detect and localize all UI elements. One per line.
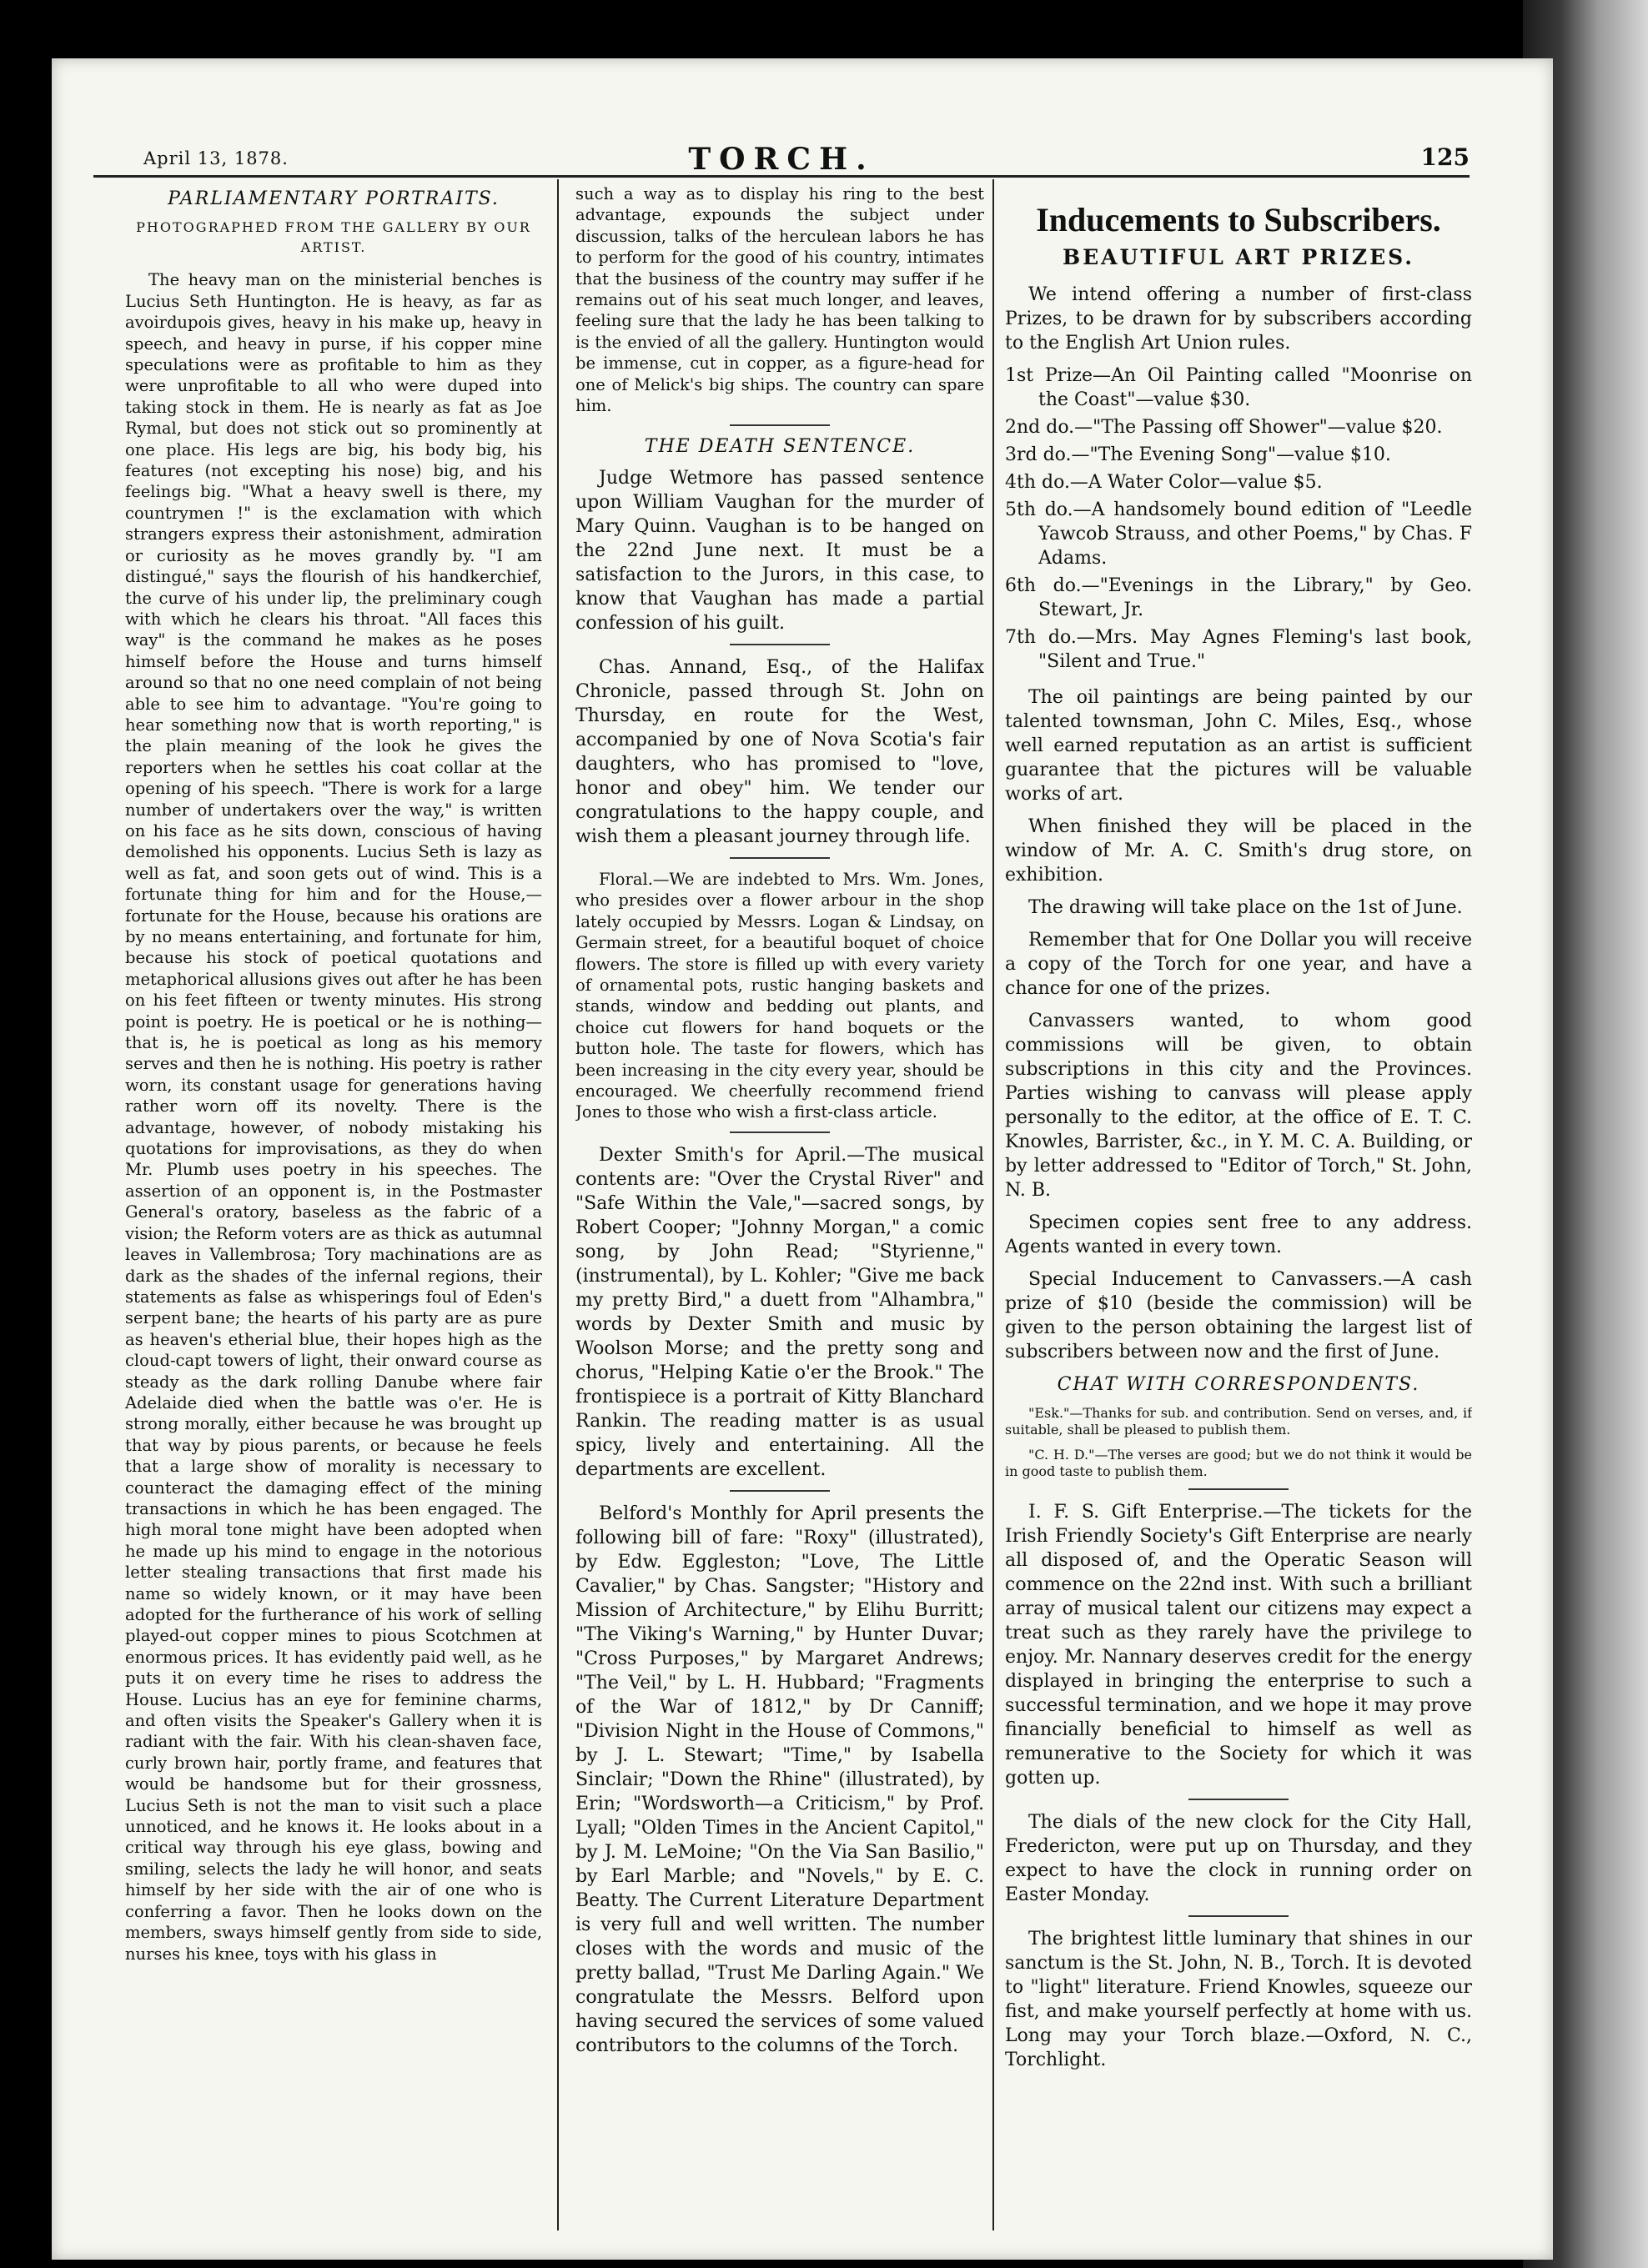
article-title: THE DEATH SENTENCE. (644, 436, 916, 458)
page-header (93, 125, 1470, 178)
column-1 (125, 183, 542, 2235)
article-body: Belford's Monthly for April presents the following bill of fare: "Roxy" (illustrated), by Edw. Eggleston; "Love, The Little Cavalier," by Chas. Sangster; "History and Mission of Architecture," by Elihu Burritt; "The Viking's Warning," by Hunter Duvar; "Cross Purposes," by Margaret Andrews; "The Veil," by L. H. Hubbard; "Fragments of the War of 1812," by Dr Canniff; "Division Night in the House of Commons," by J. L. Stewart; "Time," by Isabella Sinclair; "Down the Rhine" (illustrated), by Erin; "Wordsworth—a Criticism," by Prof. Lyall; "Olden Times in the Ancient Capitol," by J. M. LeMoine; "On the Via San Basilio," by Earl Marble; and "Novels," by E. C. Beatty. The Current Literature Department is very full and well written. The number closes with the words and music of the pretty ballad, "Trust Me Darling Again." We congratulate the Messrs. Belford upon having secured the services of some valued contributors to the columns of the Torch. (575, 1503, 984, 2056)
separator (730, 424, 830, 426)
separator (730, 857, 830, 859)
prize-item: 7th do.—Mrs. May Agnes Fleming's last book, "Silent and True." (1005, 627, 1472, 672)
separator (730, 1131, 830, 1133)
advert-body: When finished they will be placed in the window of Mr. A. C. Smith's drug store, on exhibition. (1005, 816, 1472, 886)
advert-body: The drawing will take place on the 1st of June. (1028, 897, 1463, 918)
prize-item: 6th do.—"Evenings in the Library," by Geo. Stewart, Jr. (1005, 575, 1472, 620)
advert-intro: We intend offering a number of first-class Prizes, to be drawn for by subscribers according to the English Art Union rules. (1005, 284, 1472, 354)
column-rule (992, 179, 994, 2230)
article-body: Chas. Annand, Esq., of the Halifax Chronicle, passed through St. John on Thursday, en route for the West, accompanied by one of Nova Scotia's fair daughters, who has promised to "love, honor and obey" him. We tender our congratulations to the happy couple, and wish them a pleasant journey through life. (575, 656, 984, 847)
advert-body: Canvassers wanted, to whom good commissions will be given, to obtain subscriptions in this city and the Provinces. Parties wishing to canvass will please apply personally to the editor, at the office of E. T. C. Knowles, Barrister, &c., in Y. M. C. A. Building, or by letter addressed to "Editor of Torch," St. John, N. B. (1005, 1011, 1472, 1201)
article-body: The brightest little luminary that shines in our sanctum is the St. John, N. B., Torch. It is devoted to "light" literature. Friend Knowles, squeeze our fist, and make yourself perfectly at home with us. Long may your Torch blaze.—Oxford, N. C., Torchlight. (1005, 1929, 1472, 2070)
column-2 (575, 183, 984, 2235)
advert-body: Remember that for One Dollar you will receive a copy of the Torch for one year, and have a chance for one of the prizes. (1005, 930, 1472, 999)
masthead-title: TORCH. (688, 142, 875, 177)
article-body: I. F. S. Gift Enterprise.—The tickets for the Irish Friendly Society's Gift Enterprise are nearly all disposed of, and the Operatic Season will commence on the 22nd inst. With such a brilliant array of musical talent our citizens may expect a treat such as they rarely have the privilege to enjoy. Mr. Nannary deserves credit for the energy displayed in bringing the enterprise to such a successful termination, and we hope it may prove financially beneficial to himself as well as remunerative to the Society for which it was gotten up. (1005, 1502, 1472, 1789)
article-body: such a way as to display his ring to the best advantage, expounds the subject under discussion, talks of the herculean labors he has to perform for the good of his country, intimates that the business of the country may suffer if he remains out of his seat much longer, and leaves, feeling sure that the lady he has been talking to is the envied of all the gallery. Huntington would be immense, cut in copper, as a figure-head for one of Melick's big ships. The country can spare him. (575, 184, 984, 416)
prize-item: 4th do.—A Water Color—value $5. (1005, 472, 1323, 493)
separator (1188, 1915, 1289, 1917)
separator (730, 644, 830, 645)
advert-subtitle: BEAUTIFUL ART PRIZES. (1063, 245, 1414, 269)
article-body: Judge Wetmore has passed sentence upon William Vaughan for the murder of Mary Quinn. Vaughan is to be hanged on the 22nd June next. It must be a satisfaction to the Jurors, in this case, to know that Vaughan has made a partial confession of his guilt. (575, 467, 984, 634)
separator (1188, 1799, 1289, 1800)
advert-body: Specimen copies sent free to any address. Agents wanted in every town. (1005, 1212, 1472, 1257)
correspondent-note: "C. H. D."—The verses are good; but we do not think it would be in good taste to publish them. (1005, 1447, 1472, 1479)
prize-item: 5th do.—A handsomely bound edition of "Leedle Yawcob Strauss, and other Poems," by Chas. F Adams. (1005, 499, 1472, 569)
separator (730, 1490, 830, 1492)
prize-item: 3rd do.—"The Evening Song"—value $10. (1005, 444, 1391, 465)
correspondent-note: "Esk."—Thanks for sub. and contribution. Send on verses, and, if suitable, shall be pleased to publish them. (1005, 1405, 1472, 1438)
issue-date: April 13, 1878. (143, 148, 289, 168)
advert-body: Special Inducement to Canvassers.—A cash prize of $10 (beside the commission) will be given to the person obtaining the largest list of subscribers between now and the first of June. (1005, 1269, 1472, 1362)
article-body: Dexter Smith's for April.—The musical contents are: "Over the Crystal River" and "Safe Within the Vale,"—sacred songs, by Robert Cooper; "Johnny Morgan," a comic song, by John Read; "Styrienne," (instrumental), by L. Kohler; "Give me back my pretty Bird," a duett from "Alhambra," words by Dexter Smith and music by Woolson Morse; and the pretty song and chorus, "Helping Katie o'er the Brook." The frontispiece is a portrait of Kitty Blanchard Rankin. The reading matter is as usual spicy, lively and entertaining. All the departments are excellent. (575, 1144, 984, 1480)
page-number: 125 (1420, 143, 1470, 171)
article-body: The dials of the new clock for the City Hall, Fredericton, were put up on Thursday, and they expect to have the clock in running order on Easter Monday. (1005, 1812, 1472, 1905)
article-body: Floral.—We are indebted to Mrs. Wm. Jones, who presides over a flower arbour in the shop lately occupied by Messrs. Logan & Lindsay, on Germain street, for a beautiful boquet of choice flowers. The store is filled up with every variety of ornamental pots, rustic hanging baskets and stands, window and bedding out plants, and choice cut flowers for hand boquets or the button hole. The taste for flowers, which has been increasing in the city every year, should be encouraged. We cheerfully recommend friend Jones to those who wish a first-class article. (575, 869, 984, 1122)
prize-item: 2nd do.—"The Passing off Shower"—value $20. (1005, 417, 1443, 438)
column-rule (557, 179, 559, 2230)
advert-title: Inducements to Subscribers. (1036, 201, 1441, 238)
prize-item: 1st Prize—An Oil Painting called "Moonrise on the Coast"—value $30. (1005, 365, 1472, 410)
column-3 (1005, 183, 1472, 2235)
advert-body: The oil paintings are being painted by our talented townsman, John C. Miles, Esq., whose well earned reputation as an artist is sufficient guarantee that the pictures will be valuable works of art. (1005, 687, 1472, 805)
section-title: CHAT WITH CORRESPONDENTS. (1057, 1374, 1420, 1395)
article-title: PARLIAMENTARY PORTRAITS. (168, 188, 500, 209)
separator (1188, 1488, 1289, 1490)
article-body: The heavy man on the ministerial benches is Lucius Seth Huntington. He is heavy, as far as avoirdupois gives, heavy in his make up, heavy in speech, and heavy in purse, if his copper mine speculations were as profitable to him as they were unprofitable to all who were duped into taking stock in them. He is nearly as fat as Joe Rymal, but does not stick out so prominently at one place. His legs are big, his body big, his features (not excepting his nose) big, and his feelings big. "What a heavy swell is there, my countrymen !" is the exclamation with which strangers express their astonishment, admiration or curiosity as he moves grandly by. "I am distingué," says the flourish of his handkerchief, the curve of his under lip, the preliminary cough with which he clears his throat. "All faces this way" is the command he makes as he poses himself before the House and turns himself around so that no one need complain of not being able to see him to advantage. "You're going to hear something now that is worth reporting," is the plain meaning of the look he gives the reporters when he settles his coat collar at the opening of his speech. "There is work for a large number of undertakers over the way," is written on his face as he sits down, conscious of having demolished his opponents. Lucius Seth is lazy as well as fat, and soon gets out of wind. This is a fortunate thing for him and for the House,— fortunate for the House, because his orations are by no means entertaining, and fortunate for him, because his stock of poetical quotations and metaphorical allusions gives out after he has been on his feet fifteen or twenty minutes. His strong point is poetry. He is poetical or he is nothing—that is, he is poetical as long as his memory serves and then he is nothing. His poetry is rather worn, its constant usage for generations having rather worn off its novelty. There is the advantage, however, of nobody mistaking his quotations for improvisations, as they do when Mr. Plumb uses poetry in his speeches. The assertion of an opponent is, in the Postmaster General's oratory, baseless as the fabric of a vision; the Reform voters are as thick as autumnal leaves in Vallembrosa; Tory machinations are as dark as the shades of the infernal regions, their statements as false as whisperings foul of Eden's serpent bane; the hearts of his party are as pure as heaven's etherial blue, their hopes high as the cloud-capt towers of light, their onward course as steady as the dark rolling Danube where fair Adelaide died when the battle was o'er. He is strong morally, either because he was brought up that way by pious parents, or because he feels that a large show of morality is necessary to counteract the damaging effect of the mining transactions in which he has been engaged. The high moral tone might have been adopted when he made up his mind to engage in the notorious letter stealing transactions that first made his name so widely known, or it may have been adopted for the furtherance of his work of selling played-out copper mines to pious Scotchmen at enormous prices. It has evidently paid well, as he puts it on every time he rises to address the House. Lucius has an eye for feminine charms, and often visits the Speaker's Gallery when it is radiant with the fair. With his clean-shaven face, curly brown hair, portly frame, and features that would be handsome but for their grossness, Lucius Seth is not the man to visit such a place unnoticed, and he knows it. He looks about in a critical way through his eye glass, bowing and smiling, selects the lady he will honor, and seats himself by her side with the air of one who is conferring a favor. Then he looks down on the members, sways himself gently from side to side, nurses his knee, toys with his glass in (125, 270, 542, 1964)
article-subtitle: PHOTOGRAPHED FROM THE GALLERY BY OUR ARTIST. (136, 219, 531, 256)
